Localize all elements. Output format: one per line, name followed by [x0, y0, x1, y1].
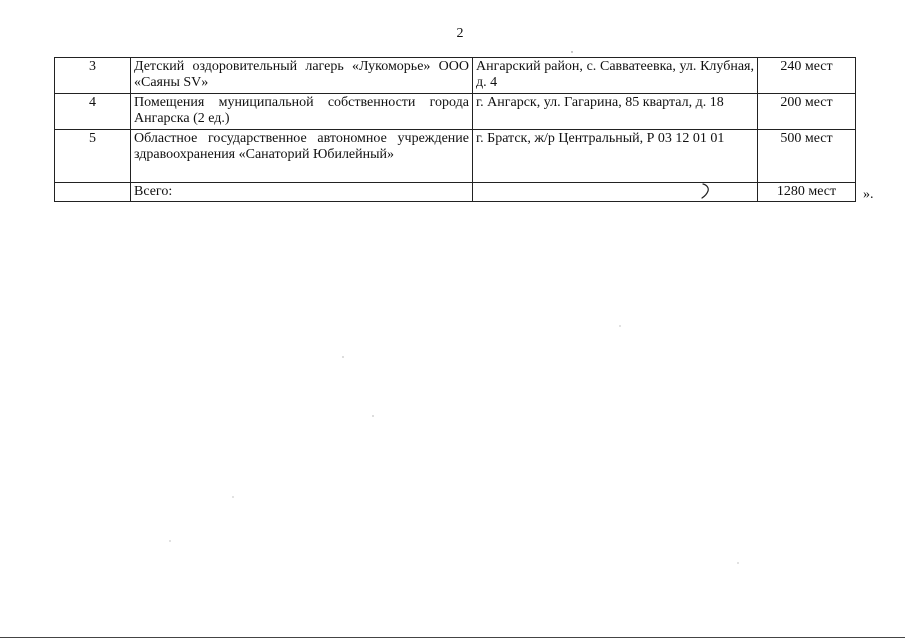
row-number: 5	[55, 130, 131, 183]
closing-quote: ».	[863, 187, 874, 202]
facility-address: г. Ангарск, ул. Гагарина, 85 квартал, д. 18	[473, 94, 758, 130]
total-label: Всего:	[131, 183, 473, 202]
facility-name: Областное государственное автономное учреждение здравоохранения «Санаторий Юбилейный»	[131, 130, 473, 183]
facility-name: Помещения муниципальной собственности города Ангарска (2 ед.)	[131, 94, 473, 130]
row-number: 3	[55, 58, 131, 94]
total-capacity: 1280 мест	[758, 183, 856, 202]
facility-address: Ангарский район, с. Савватеевка, ул. Клубная, д. 4	[473, 58, 758, 94]
facility-capacity: 200 мест	[758, 94, 856, 130]
facility-address: г. Братск, ж/р Центральный, Р 03 12 01 01	[473, 130, 758, 183]
scan-edge-line	[0, 637, 905, 638]
facility-capacity: 240 мест	[758, 58, 856, 94]
row-number: 4	[55, 94, 131, 130]
facility-capacity: 500 мест	[758, 130, 856, 183]
page-number: 2	[456, 26, 464, 41]
facility-name: Детский оздоровительный лагерь «Лукоморье» ООО «Саяны SV»	[131, 58, 473, 94]
